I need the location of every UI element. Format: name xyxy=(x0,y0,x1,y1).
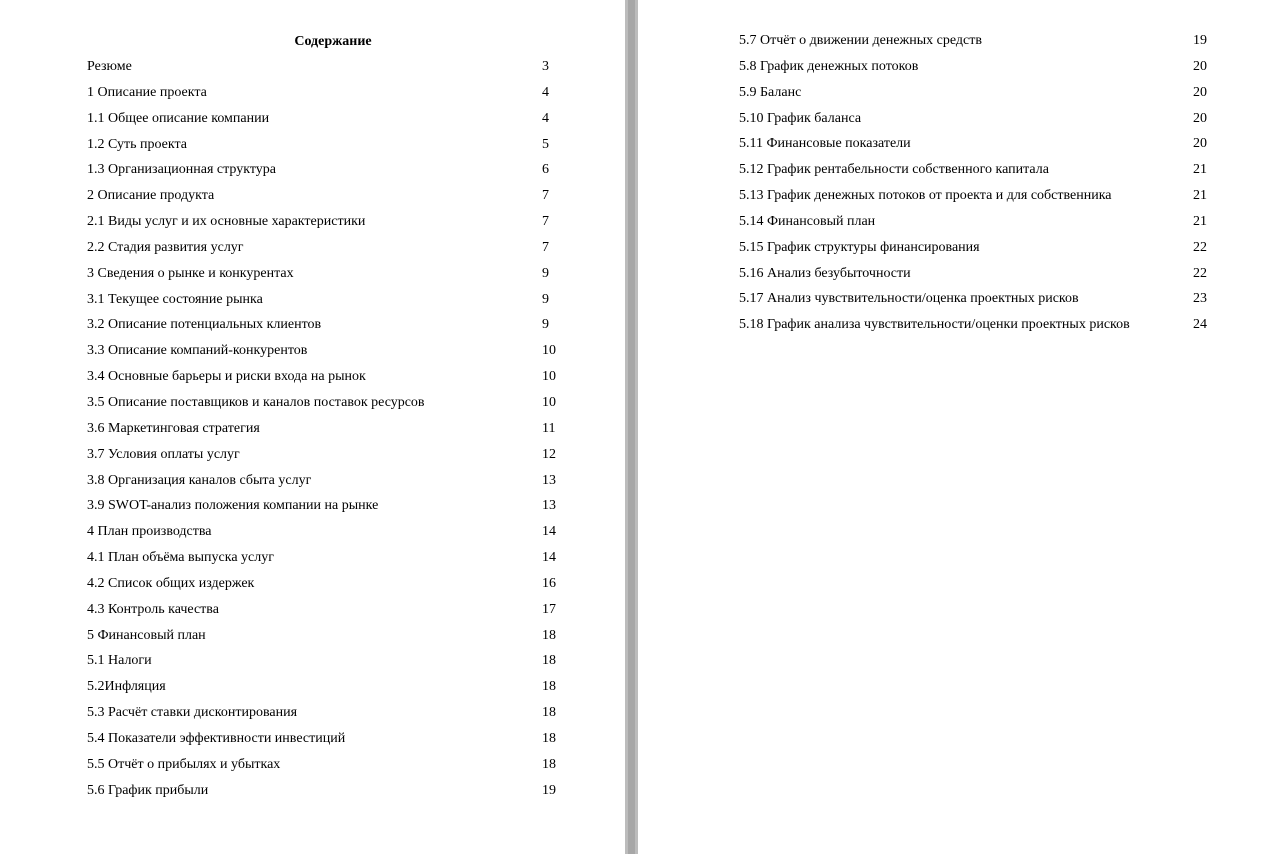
toc-entry-page-number: 12 xyxy=(542,446,556,462)
toc-entry-title: 4.3 Контроль качества xyxy=(87,601,219,617)
toc-entry-page-number: 17 xyxy=(542,601,556,617)
toc-entry-page-number: 18 xyxy=(542,705,556,721)
toc-entry[interactable] xyxy=(87,239,572,265)
toc-entry-title: 5.12 График рентабельности собственного капитала xyxy=(739,162,1049,178)
toc-entry-title: 5 Финансовый план xyxy=(87,627,206,643)
toc-entry[interactable] xyxy=(87,678,572,704)
toc-entry-page-number: 6 xyxy=(542,162,549,178)
toc-entry-page-number: 20 xyxy=(1193,84,1207,100)
toc-entry-page-number: 22 xyxy=(1193,239,1207,255)
toc-entry-page-number: 18 xyxy=(542,756,556,772)
toc-entry-page-number: 18 xyxy=(542,653,556,669)
toc-entry-title: 5.16 Анализ безубыточности xyxy=(739,265,911,281)
toc-entry[interactable] xyxy=(87,446,572,472)
toc-entry[interactable] xyxy=(87,627,572,653)
toc-entry[interactable] xyxy=(87,472,572,498)
toc-entry[interactable] xyxy=(87,575,572,601)
toc-entry-page-number: 21 xyxy=(1193,162,1207,178)
toc-entry-title: 3.3 Описание компаний-конкурентов xyxy=(87,343,308,359)
toc-entry[interactable] xyxy=(739,290,1219,316)
toc-entry-title: 3.5 Описание поставщиков и каналов поставок ресурсов xyxy=(87,394,425,410)
toc-entry[interactable] xyxy=(739,213,1219,239)
toc-entry-title: 3 Сведения о рынке и конкурентах xyxy=(87,265,294,281)
toc-entry-page-number: 11 xyxy=(542,420,556,436)
toc-entry-page-number: 21 xyxy=(1193,188,1207,204)
toc-entry[interactable] xyxy=(739,265,1219,291)
document-page-right xyxy=(638,0,1271,854)
toc-entry-title: 5.5 Отчёт о прибылях и убытках xyxy=(87,756,281,772)
toc-entry-title: 5.1 Налоги xyxy=(87,653,152,669)
toc-title: Содержание xyxy=(294,34,372,49)
toc-entry-title: 5.14 Финансовый план xyxy=(739,213,876,229)
page-separator-core xyxy=(628,0,635,854)
toc-entry-title: 5.4 Показатели эффективности инвестиций xyxy=(87,730,346,746)
toc-entry-page-number: 21 xyxy=(1193,213,1207,229)
toc-entry-page-number: 23 xyxy=(1193,291,1207,307)
toc-entry-title: 1.1 Общее описание компании xyxy=(87,110,270,126)
toc-entry-title: 3.1 Текущее состояние рынка xyxy=(87,291,263,307)
toc-entry-page-number: 20 xyxy=(1193,110,1207,126)
toc-entry-page-number: 4 xyxy=(542,84,549,100)
toc-entry[interactable] xyxy=(87,213,572,239)
toc-entry-page-number: 9 xyxy=(542,291,549,307)
toc-entry[interactable] xyxy=(87,730,572,756)
toc-entry[interactable] xyxy=(87,394,572,420)
toc-entry-page-number: 20 xyxy=(1193,58,1207,74)
toc-entry-page-number: 10 xyxy=(542,343,556,359)
toc-entry-title: 5.9 Баланс xyxy=(739,84,802,100)
toc-entry-page-number: 5 xyxy=(542,136,549,152)
toc-entry[interactable] xyxy=(87,782,572,808)
toc-entry-page-number: 16 xyxy=(542,575,556,591)
toc-entry-title: Резюме xyxy=(87,59,132,74)
document-page-left xyxy=(0,0,625,854)
toc-entry[interactable] xyxy=(87,187,572,213)
toc-entry[interactable] xyxy=(739,84,1219,110)
toc-entry[interactable] xyxy=(87,368,572,394)
toc-entry-title: 3.9 SWOT-анализ положения компании на рынке xyxy=(87,498,379,514)
toc-list-left xyxy=(87,58,572,807)
toc-entry[interactable] xyxy=(87,342,572,368)
toc-entry-title: 5.7 Отчёт о движении денежных средств xyxy=(739,33,982,48)
toc-entry-title: 5.15 График структуры финансирования xyxy=(739,239,980,255)
toc-entry[interactable] xyxy=(87,136,572,162)
toc-entry[interactable] xyxy=(87,497,572,523)
toc-entry-page-number: 18 xyxy=(542,730,556,746)
toc-entry-title: 5.11 Финансовые показатели xyxy=(739,136,911,152)
toc-entry-title: 4.1 План объёма выпуска услуг xyxy=(87,550,274,566)
toc-entry-page-number: 7 xyxy=(542,188,549,204)
toc-entry-title: 3.2 Описание потенциальных клиентов xyxy=(87,317,322,333)
toc-entry-title: 2 Описание продукта xyxy=(87,188,215,204)
toc-entry-page-number: 14 xyxy=(542,550,556,566)
toc-entry-page-number: 18 xyxy=(542,627,556,643)
toc-entry-page-number: 19 xyxy=(542,782,556,798)
toc-entry-page-number: 20 xyxy=(1193,136,1207,152)
toc-entry[interactable] xyxy=(87,652,572,678)
toc-entry-title: 3.8 Организация каналов сбыта услуг xyxy=(87,472,312,488)
toc-entry-title: 3.7 Условия оплаты услуг xyxy=(87,446,240,462)
toc-entry[interactable] xyxy=(87,704,572,730)
toc-entry-title: 5.6 График прибыли xyxy=(87,782,209,798)
toc-entry[interactable] xyxy=(739,187,1219,213)
toc-entry[interactable] xyxy=(739,239,1219,265)
toc-entry-page-number: 14 xyxy=(542,524,556,540)
toc-entry-title: 5.17 Анализ чувствительности/оценка проектных рисков xyxy=(739,291,1079,307)
toc-entry-title: 4.2 Список общих издержек xyxy=(87,575,255,591)
toc-entry[interactable] xyxy=(87,601,572,627)
toc-entry-page-number: 9 xyxy=(542,265,549,281)
toc-entry[interactable] xyxy=(87,756,572,782)
toc-entry-title: 5.10 График баланса xyxy=(739,110,862,126)
toc-entry-page-number: 10 xyxy=(542,394,556,410)
toc-entry[interactable] xyxy=(87,110,572,136)
toc-entry[interactable] xyxy=(87,523,572,549)
toc-entry-title: 5.2Инфляция xyxy=(87,679,166,695)
toc-entry[interactable] xyxy=(739,316,1219,342)
toc-entry-page-number: 7 xyxy=(542,214,549,230)
toc-entry-title: 3.6 Маркетинговая стратегия xyxy=(87,420,260,436)
toc-entry-title: 5.18 График анализа чувствительности/оценки проектных рисков xyxy=(739,317,1130,333)
toc-entry-page-number: 22 xyxy=(1193,265,1207,281)
toc-entry-page-number: 10 xyxy=(542,369,556,385)
toc-entry[interactable] xyxy=(87,316,572,342)
toc-entry-title: 5.13 График денежных потоков от проекта и для собственника xyxy=(739,188,1112,204)
toc-entry-page-number: 9 xyxy=(542,317,549,333)
toc-entry[interactable] xyxy=(739,110,1219,136)
toc-entry[interactable] xyxy=(87,58,572,84)
toc-entry-title: 1.3 Организационная структура xyxy=(87,162,276,178)
toc-entry-page-number: 3 xyxy=(542,59,549,74)
toc-entry[interactable] xyxy=(87,549,572,575)
toc-entry-page-number: 4 xyxy=(542,110,549,126)
toc-entry-title: 2.1 Виды услуг и их основные характеристики xyxy=(87,214,366,230)
toc-entry[interactable] xyxy=(87,265,572,291)
toc-entry[interactable] xyxy=(739,135,1219,161)
toc-entry-title: 5.8 График денежных потоков xyxy=(739,58,919,74)
toc-entry-page-number: 18 xyxy=(542,679,556,695)
toc-entry-title: 1 Описание проекта xyxy=(87,84,207,100)
toc-entry-title: 2.2 Стадия развития услуг xyxy=(87,239,244,255)
toc-entry-page-number: 24 xyxy=(1193,317,1207,333)
toc-entry[interactable] xyxy=(739,161,1219,187)
toc-entry[interactable] xyxy=(739,58,1219,84)
toc-entry[interactable] xyxy=(87,420,572,446)
toc-entry-page-number: 19 xyxy=(1193,33,1207,48)
toc-entry-title: 5.3 Расчёт ставки дисконтирования xyxy=(87,705,298,721)
toc-entry-title: 3.4 Основные барьеры и риски входа на рынок xyxy=(87,369,366,385)
toc-entry-title: 1.2 Суть проекта xyxy=(87,136,187,152)
toc-list-right xyxy=(739,32,1219,342)
toc-entry-page-number: 13 xyxy=(542,498,556,514)
toc-entry-page-number: 13 xyxy=(542,472,556,488)
toc-entry[interactable] xyxy=(739,32,1219,58)
toc-entry-title: 4 План производства xyxy=(87,524,212,540)
toc-entry[interactable] xyxy=(87,291,572,317)
toc-entry[interactable] xyxy=(87,161,572,187)
toc-entry-page-number: 7 xyxy=(542,239,549,255)
toc-entry[interactable] xyxy=(87,84,572,110)
